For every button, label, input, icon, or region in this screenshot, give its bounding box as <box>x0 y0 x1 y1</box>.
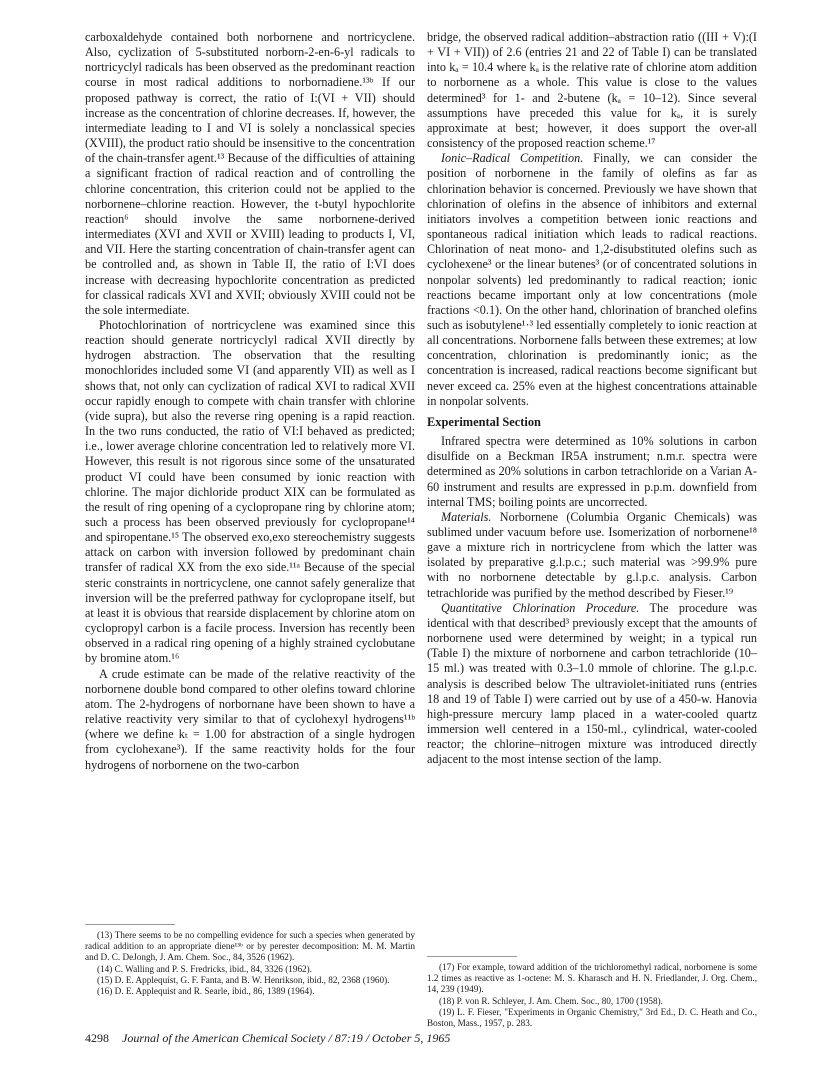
body-paragraph: bridge, the observed radical addition–abstraction ratio ((III + V):(I + VI + VII)) of 2.6 (entries 21 and 22 of Table I) can be translated into kₐ = 10.4 where kₐ is the relative rate of chlorine atom addition to norbornene as a whole. This value is close to the values determined³ for 1- and 2-butene (kₐ = 10–12). Since several assumptions have preceded this value for kₐ, it is surely approximate at best; however, it does support the over-all consistency of the proposed reaction scheme.¹⁷ <box>427 30 757 151</box>
footnote: (14) C. Walling and P. S. Fredricks, ibid., 84, 3326 (1962). <box>97 963 312 974</box>
footnote: (19) L. F. Fieser, "Experiments in Organic Chemistry," 3rd Ed., D. C. Heath and Co., Boston, Mass., 1957, p. 283. <box>427 1006 757 1029</box>
paragraph-runin-heading: Quantitative Chlorination Procedure. <box>441 600 640 615</box>
body-paragraph <box>427 510 757 601</box>
page-number: 4298 <box>85 1031 109 1045</box>
footnote: (18) P. von R. Schleyer, J. Am. Chem. Soc., 80, 1700 (1958). <box>439 995 663 1006</box>
body-paragraph: A crude estimate can be made of the relative reactivity of the norbornene double bond compared to other olefins toward chlorine atom. The 2-hydrogens of norbornane have been shown to have a relative reactivity very similar to that of cyclohexyl hydrogens¹¹ᵇ (where we define kₜ = 1.00 for abstraction of a single hydrogen from cyclohexane³). If the same reactivity holds for the four hydrogens of norbornene on the two-carbon <box>85 666 415 772</box>
body-paragraph <box>427 601 757 768</box>
footnote: (13) There seems to be no compelling evidence for such a species when generated by radical addition to an appropriate diene¹³ᵇ or by perester decomposition: M. M. Martin and D. C. DeJongh, J. Am. Chem. Soc., 84, 3526 (1962). <box>85 930 415 963</box>
paragraph-text: The procedure was identical with that described³ previously except that the amounts of norbornene used were determined by weight; in a typical run (Table I) the mixture of norbornene and carbon tetrachloride (10–15 ml.) was treated with 0.3–1.0 mmole of chlorine. The g.l.p.c. analysis is described below The ultraviolet-initiated runs (entries 18 and 19 of Table I) were carried out by use of a 450-w. Hanovia high-pressure mercury lamp placed in a water-cooled quartz immersion well centered in a 150-ml., cylindrical, water-cooled reactor; the chlorine–nitrogen mixture was introduced directly adjacent to the most intense section of the lamp. <box>427 600 757 767</box>
footnote-rule <box>85 924 175 925</box>
paragraph-text: Finally, we can consider the position of norbornene in the family of olefins as far as chlorination behavior is concerned. Previously we have shown that chlorination of olefins in the absence of inhibitors and external initiators involves a competition between ionic reactions and spontaneous radical initiation which leads to radical reactions. Chlorination of neat mono- and 1,2-disubstituted olefins such as cyclohexene³ or the linear butenes³ (or of concentrated solutions in nonpolar solvents) led predominantly to radical reaction; ionic reactions became important only at low concentrations (mole fractions <0.1). On the other hand, chlorination of branched olefins such as isobutylene¹·³ led essentially completely to ionic reaction at all concentrations. Norbornene falls between these extremes; at low concentration, chlorination is predominantly ionic; as the concentration is increased, radical reactions become significant but never exceed ca. 25% even at the highest concentrations attainable in nonpolar solvents. <box>427 151 757 408</box>
footnotes-right <box>427 962 757 1029</box>
body-paragraph: carboxaldehyde contained both norbornene and nortricyclene. Also, cyclization of 5-substituted norborn-2-en-6-yl radicals to nortricyclyl radicals has been observed as the predominant reaction course in most radical additions to norbornadiene.¹³ᵇ If our proposed pathway is correct, the ratio of I:(VI + VII) should increase as the concentration of chlorine decreases. If, however, the intermediate leading to I and VI is solely a nonclassical species (XVIII), the product ratio should be insensitive to the concentration of the chain-transfer agent.¹³ Because of the difficulties of attaining a significant fraction of radical reaction and of controlling the chlorine concentration, this criterion could not be applied to the norbornene–chlorine reaction. However, the t-butyl hypochlorite reaction⁶ should involve the same norbornene-derived intermediates (XVI and XVII or XVIII) leading to products I, VI, and VII. Here the starting concentration of chain-transfer agent can be controlled and, as shown in Table II, the ratio of I:VI does increase with decreasing hypochlorite concentration as predicted for classical radicals XVI and XVII; obviously XVIII could not be the sole intermediate. <box>85 30 415 317</box>
footnote: (16) D. E. Applequist and R. Searle, ibid., 86, 1389 (1964). <box>97 986 315 997</box>
paragraph-runin-heading: Ionic–Radical Competition. <box>441 151 584 166</box>
body-paragraph <box>427 151 757 409</box>
paragraph-text: Norbornene (Columbia Organic Chemicals) was sublimed under vacuum before use. Isomerization of norbornene¹⁸ gave a mixture rich in nortricyclene from which the latter was isolated by preparative g.l.p.c.; such material was >99.9% pure with no norbornene detectable by g.l.p.c. analysis. Carbon tetrachloride was purified by the method described by Fieser.¹⁹ <box>427 509 757 600</box>
footnote: (17) For example, toward addition of the trichloromethyl radical, norbornene is some 1.2 times as reactive as 1-octene: M. S. Kharasch and H. N. Friedlander, J. Org. Chem., 14, 239 (1949). <box>427 962 757 995</box>
body-paragraph: Infrared spectra were determined as 10% solutions in carbon disulfide on a Beckman IR5A instrument; n.m.r. spectra were determined as 20% solutions in carbon tetrachloride on a Varian A-60 instrument and results are expressed in p.p.m. downfield from internal TMS; boiling points are uncorrected. <box>427 434 757 509</box>
body-paragraph: Photochlorination of nortricyclene was examined since this reaction should generate nortricyclyl radical XVII directly by hydrogen abstraction. The observation that the resulting monochlorides included some VI (and apparently VII) as well as I shows that, not only can cyclization of radical XVI to radical XVII occur rapidly enough to compete with chain transfer with chlorine (vide supra), but also the reverse ring opening is a rapid reaction. In the two runs conducted, the ratio of VI:I behaved as predicted; i.e., lower average chlorine concentration led to relatively more VI. However, this result is not rigorous since some of the unsaturated product VI could have been consumed by ionic reaction with chlorine. The major dichloride product XIX can be formulated as the result of ring opening of a cyclopropane ring by chlorine atom; such a process has been observed previously for cyclopropane¹⁴ and spiropentane.¹⁵ The observed exo,exo stereochemistry suggests attack on carbon with inversion followed by predominant chain transfer of radical XX from the exo side.¹¹ᵃ Because of the special steric constraints in nortricyclene, one cannot safely generalize that inversion will be the preferred pathway for cyclopropane itself, but at least it is obvious that rearside displacement by chlorine atom on cyclopropyl carbon is a facile process. Inversion has recently been observed in a radical ring opening of a highly strained cyclobutane by bromine atom.¹⁶ <box>85 317 415 666</box>
left-column <box>85 30 415 773</box>
footnotes-left <box>85 930 415 997</box>
paragraph-runin-heading: Materials. <box>441 509 492 524</box>
page-footer <box>85 1031 450 1046</box>
footnote-rule <box>427 956 517 957</box>
right-column <box>427 30 757 768</box>
section-heading: Experimental Section <box>427 414 541 429</box>
journal-citation: Journal of the American Chemical Society / 87:19 / October 5, 1965 <box>122 1031 451 1045</box>
footnote: (15) D. E. Applequist, G. F. Fanta, and B. W. Henrikson, ibid., 82, 2368 (1960). <box>97 974 390 985</box>
